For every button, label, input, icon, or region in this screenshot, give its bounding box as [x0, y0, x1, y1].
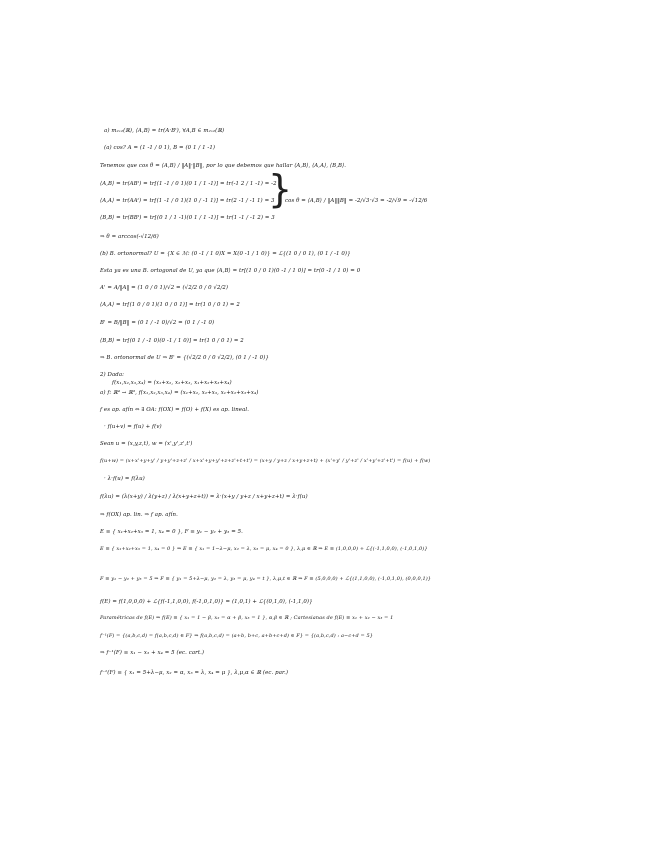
a-normalized: A' = A/‖A‖ = (1 0 / 0 1)/√2 = (√2/2 0 / 0 √2/2) [100, 285, 229, 291]
affine-conclusion: ⇒ f(OX) ap. lin. ⇒ f ap. afín. [100, 512, 178, 518]
cos-formula-text: Tenemos que cos θ = ⟨A,B⟩ / ‖A‖·‖B‖, por lo que debemos que hallar ⟨A,B⟩, ⟨A,A⟩, ⟨B,B⟩. [100, 163, 347, 169]
orthogonal-basis-text: Esta ya es una B. ortogonal de U, ya que ⟨A,B⟩ = tr[(1 0 / 0 1)(0 -1 / 1 0)] = tr(0 -1 / 1 0) = 0 [100, 268, 361, 274]
homogeneity-proof: f(λu) = (λ(x+y) / λ(y+z) / λ(x+y+z+t)) = λ·(x+y / y+z / x+y+z+t) = λ·f(u) [100, 494, 308, 500]
part-b-question: (b) B. ortonormal? U = {X ∈ ℳ: (0 -1 / 1 0)X = X(0 -1 / 1 0)} = ℒ{(1 0 / 0 1), (0 1 / -1 0)} [100, 251, 351, 257]
preimage-of-f: f⁻¹(F) = {(a,b,c,d) = f(a,b,c,d) ∈ F} ⇒ f(a,b,c,d) = (a+b, b+c, a+b+c+d) ∈ F} = {(a,b,c,d) : a−c+d = 5} [100, 633, 374, 639]
additivity-proof: f(u+w) = (x+x'+y+y' / y+y'+z+z' / x+x'+y+y'+z+z'+t+t') = (x+y / y+z / x+y+z+t) + (x'+y' / y'+z' / x'+y'+z'+t') = f(u) + f(w) [100, 458, 431, 464]
preimage-parametric: f⁻¹(F) ≡ { x₁ = 5+λ−μ, x₂ = α, x₃ = λ, x₄ = μ }, λ,μ,α ∈ ℝ (ec. par.) [100, 670, 289, 676]
vectors-definition: Sean u = (x,y,z,t), w = (x',y',z',t') [100, 441, 193, 447]
preimage-cartesian: ⇒ f⁻¹(F) ≡ x₁ − x₃ + x₄ = 5 (ec. cart.) [100, 650, 205, 656]
inner-product-bb: ⟨B,B⟩ = tr(BBᵗ) = tr[(0 1 / 1 -1)(0 1 / 1 -1)] = tr(1 -1 / -1 2) = 3 [100, 215, 275, 221]
inner-product-aa: ⟨A,A⟩ = tr(AAᵗ) = tr[(1 -1 / 0 1)(1 0 / -1 1)] = tr(2 -1 / -1 1) = 3 [100, 198, 275, 204]
map-domain: a) f: ℝ⁴ → ℝ³, f(x₁,x₂,x₃,x₄) = (x₁+x₂, x₂+x₃, x₁+x₂+x₃+x₄) [100, 390, 259, 396]
grouping-brace: } [268, 167, 293, 211]
inner-product-bb-b: ⟨B,B⟩ = tr[(0 1 / -1 0)(0 -1 / 1 0)] = tr(1 0 / 0 1) = 2 [100, 338, 244, 344]
additivity-heading: · f(u+v) = f(u) + f(v) [104, 424, 162, 430]
map-definition: f(x₁,x₂,x₃,x₄) = (x₁+x₂, x₂+x₃, x₁+x₂+x₃+x₄) [112, 380, 232, 386]
inner-product-ab: ⟨A,B⟩ = tr(ABᵗ) = tr[(1 -1 / 0 1)(0 1 / 1 -1)] = tr(-1 2 / 1 -1) = -2 [100, 181, 277, 187]
cos-result: cos θ = ⟨A,B⟩ / ‖A‖‖B‖ = -2/√3·√3 = -2/√9 = -√12/6 [285, 198, 428, 204]
subspaces-definition: E ≡ { x₁+x₂+x₃ = 1, x₄ = 0 }, F ≡ y₁ − y₂ + y₃ = 5. [100, 529, 243, 535]
theta-result: ⇒ θ = arccos(-√12/6) [100, 234, 159, 240]
homogeneity-heading: · λ·f(u) = f(λu) [104, 476, 145, 482]
e-parametric: E ≡ { x₁+x₂+x₃ = 1, x₄ = 0 } ⇒ E ≡ { x₁ = 1−λ−μ, x₂ = λ, x₃ = μ, x₄ = 0 }, λ,μ ∈ ℝ ⇒ E ≡ (1,0,0,0) + ℒ{(-1,1,0,0), (-1,0,1,0)} [100, 546, 428, 552]
image-of-e: f(E) = f(1,0,0,0) + ℒ{f(-1,1,0,0), f(-1,0,1,0)} = (1,0,1) + ℒ{(0,1,0), (-1,1,0)} [100, 599, 313, 605]
part-a-question: (a) cos? A = (1 -1 / 0 1), B = (0 1 / 1 -1) [104, 145, 216, 151]
f-parametric: F ≡ y₁ − y₂ + y₃ = 5 ⇒ F ≡ { y₁ = 5+λ−μ, y₂ = λ, y₃ = μ, y₄ = t }, λ,μ,t ∈ ℝ ⇒ F ≡ (5,0,0,0) + ℒ{(1,1,0,0), (-1,0,1,0), (0,0,0,1)} [100, 576, 432, 582]
b-normalized: B' = B/‖B‖ = (0 1 / -1 0)/√2 = (0 1 / -1 0) [100, 320, 215, 326]
inner-product-aa-b: ⟨A,A⟩ = tr[(1 0 / 0 1)(1 0 / 0 1)] = tr(1 0 / 0 1) = 2 [100, 302, 240, 308]
orthonormal-basis-result: ⇒ B. ortonormal de U ⇒ B' = {(√2/2 0 / 0 √2/2), (0 1 / -1 0)} [100, 355, 269, 361]
problem-1-statement: a) m₂ₓ₂(ℝ), ⟨A,B⟩ = tr(A·Bᵗ), ∀A,B ∈ m₂ₓ₂(ℝ) [104, 128, 225, 134]
problem-2-heading: 2) Dada: [100, 372, 125, 378]
image-of-e-equations: Paramétricas de f(E) ⇒ f(E) ≡ { x₁ = 1 − β, x₂ = α + β, x₃ = 1 }, α,β ∈ ℝ ; Cartesianas de f(E) ≡ x₁ + x₂ − x₃ = 1 [100, 615, 394, 621]
affine-criterion: f es ap. afín ⇔ ∃ OA: f(OX) = f(O) + f(X) es ap. lineal. [100, 407, 250, 413]
